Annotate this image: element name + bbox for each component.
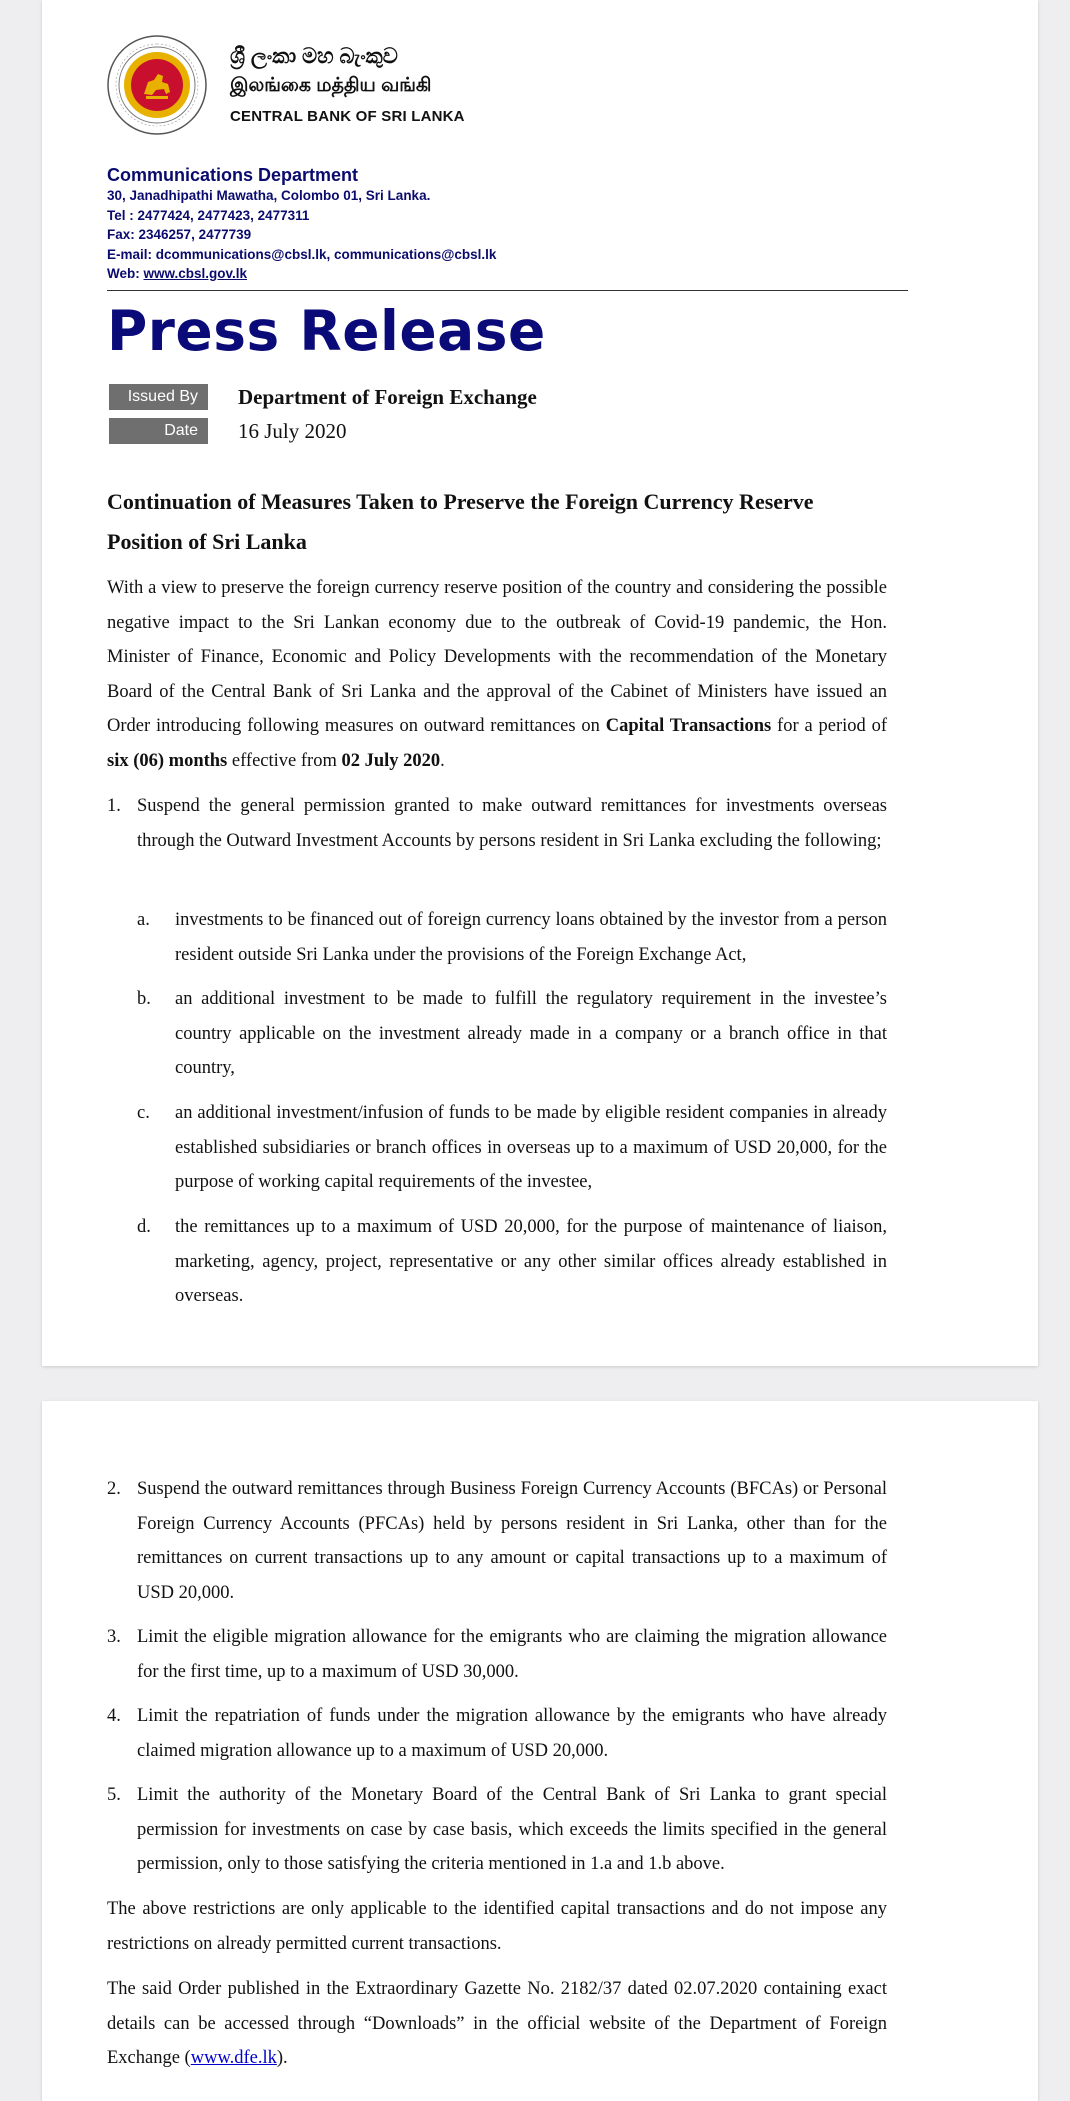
- intro-text-2: for a period of: [771, 716, 887, 736]
- list-item: [107, 1778, 887, 1882]
- date-row: [109, 418, 347, 444]
- date-label: Date: [109, 418, 208, 444]
- sub-list-item-letter: a.: [137, 910, 150, 930]
- sub-list-item: [137, 1210, 887, 1314]
- list-item: [107, 1472, 887, 1610]
- header-divider: [107, 290, 908, 291]
- list-item-number: 5.: [107, 1785, 121, 1805]
- list-item-number: 2.: [107, 1479, 121, 1499]
- list-item-number: 1.: [107, 796, 121, 816]
- web-label: Web:: [107, 266, 144, 281]
- closing-text-2: ).: [276, 2048, 288, 2068]
- sub-list-item-letter: b.: [137, 989, 151, 1009]
- issued-by-label: Issued By: [109, 384, 208, 410]
- department-name: Communications Department: [107, 165, 359, 185]
- sub-list-item-letter: c.: [137, 1103, 150, 1123]
- issued-by-value: Department of Foreign Exchange: [238, 384, 537, 409]
- list-item: [107, 1620, 887, 1689]
- list-item-text: Suspend the general permission granted to make outward remittances for investments overseas through the Outward Investment Accounts by persons resident in Sri Lanka excluding the following;: [137, 796, 887, 851]
- bank-name-sinhala: ශ්‍රී ලංකා මහ බැංකුව: [230, 45, 398, 68]
- sub-list-item-text: an additional investment to be made to fulfill the regulatory requirement in the investee’s country applicable on the investment already made in a company or a branch office in that country,: [175, 989, 887, 1078]
- release-heading: Continuation of Measures Taken to Preserve the Foreign Currency Reserve Position of Sri Lanka: [107, 489, 814, 554]
- tel-line: Tel : 2477424, 2477423, 2477311: [107, 207, 310, 223]
- sub-list-item-text: investments to be financed out of foreign currency loans obtained by the investor from a person resident outside Sri Lanka under the provisions of the Foreign Exchange Act,: [175, 910, 887, 965]
- bank-name-block: [230, 42, 465, 131]
- intro-text-1: With a view to preserve the foreign currency reserve position of the country and considering the possible negative impact to the Sri Lankan economy due to the outbreak of Covid-19 pandemic, the Hon. Minister of Finance, Economic and Policy Developments with the recommendation of the Monetary Board of the Central Bank of Sri Lanka and the approval of the Cabinet of Ministers have issued an Order introducing following measures on outward remittances on: [107, 578, 887, 736]
- central-bank-seal-logo: [106, 34, 208, 136]
- email-line: E-mail: dcommunications@cbsl.lk, communications@cbsl.lk: [107, 246, 497, 262]
- list-item-text: Limit the authority of the Monetary Board of the Central Bank of Sri Lanka to grant special permission for investments on case by case basis, which exceeds the limits specified in the general permission, only to those satisfying the criteria mentioned in 1.a and 1.b above.: [137, 1785, 887, 1874]
- sub-list-item-text: an additional investment/infusion of funds to be made by eligible resident companies in already established subsidiaries or branch offices in overseas up to a maximum of USD 20,000, for the purpose of working capital requirements of the investee,: [175, 1103, 887, 1192]
- bank-name-tamil: இலங்கை மத்திய வங்கி: [230, 75, 432, 96]
- sub-list-item: [137, 903, 887, 972]
- intro-bold-2: six (06) months: [107, 750, 228, 771]
- list-item-text: Limit the eligible migration allowance for the emigrants who are claiming the migration allowance for the first time, up to a maximum of USD 30,000.: [137, 1627, 887, 1682]
- fax-line: Fax: 2346257, 2477739: [107, 227, 252, 242]
- intro-bold-3: 02 July 2020: [341, 750, 441, 771]
- dfe-website-link[interactable]: www.dfe.lk: [190, 2048, 277, 2068]
- contact-block: [107, 164, 496, 284]
- closing-paragraph-1: The above restrictions are only applicable to the identified capital transactions and do not impose any restrictions on already permitted current transactions.: [107, 1899, 887, 1954]
- list-item: [107, 1699, 887, 1768]
- sub-list-item-text: the remittances up to a maximum of USD 20,000, for the purpose of maintenance of liaison, marketing, agency, project, representative or any other similar offices already established in overseas.: [175, 1217, 887, 1306]
- closing-text-1: The said Order published in the Extraordinary Gazette No. 2182/37 dated 02.07.2020 containing exact details can be accessed through “Downloads” in the official website of the Department of Foreign Exchange (: [107, 1979, 887, 2068]
- sub-list-item: [137, 982, 887, 1086]
- closing-paragraph-2: [107, 1972, 887, 2076]
- list-item: [107, 789, 887, 858]
- bank-name-english: CENTRAL BANK OF SRI LANKA: [230, 108, 465, 125]
- list-item-text: Suspend the outward remittances through Business Foreign Currency Accounts (BFCAs) or Personal Foreign Currency Accounts (PFCAs) held by persons resident in Sri Lanka, other than for the remittances on current transactions up to any amount or capital transactions up to a maximum of USD 20,000.: [137, 1479, 887, 1603]
- sub-list-item: [137, 1096, 887, 1200]
- web-link[interactable]: www.cbsl.gov.lk: [143, 266, 248, 281]
- page-title: Press Release: [107, 299, 546, 363]
- issued-by-row: [109, 384, 537, 410]
- intro-bold-1: Capital Transactions: [605, 716, 772, 736]
- intro-text-4: .: [440, 750, 445, 771]
- address-line: 30, Janadhipathi Mawatha, Colombo 01, Sri Lanka.: [107, 188, 431, 203]
- web-line: [107, 264, 496, 284]
- list-item-number: 4.: [107, 1706, 121, 1726]
- list-item-number: 3.: [107, 1627, 121, 1647]
- list-item-text: Limit the repatriation of funds under the migration allowance by the emigrants who have already claimed migration allowance up to a maximum of USD 20,000.: [137, 1706, 887, 1761]
- intro-text-3: effective from: [227, 750, 342, 771]
- intro-paragraph: [107, 571, 887, 778]
- sub-list-item-letter: d.: [137, 1217, 151, 1237]
- date-value: 16 July 2020: [238, 418, 347, 443]
